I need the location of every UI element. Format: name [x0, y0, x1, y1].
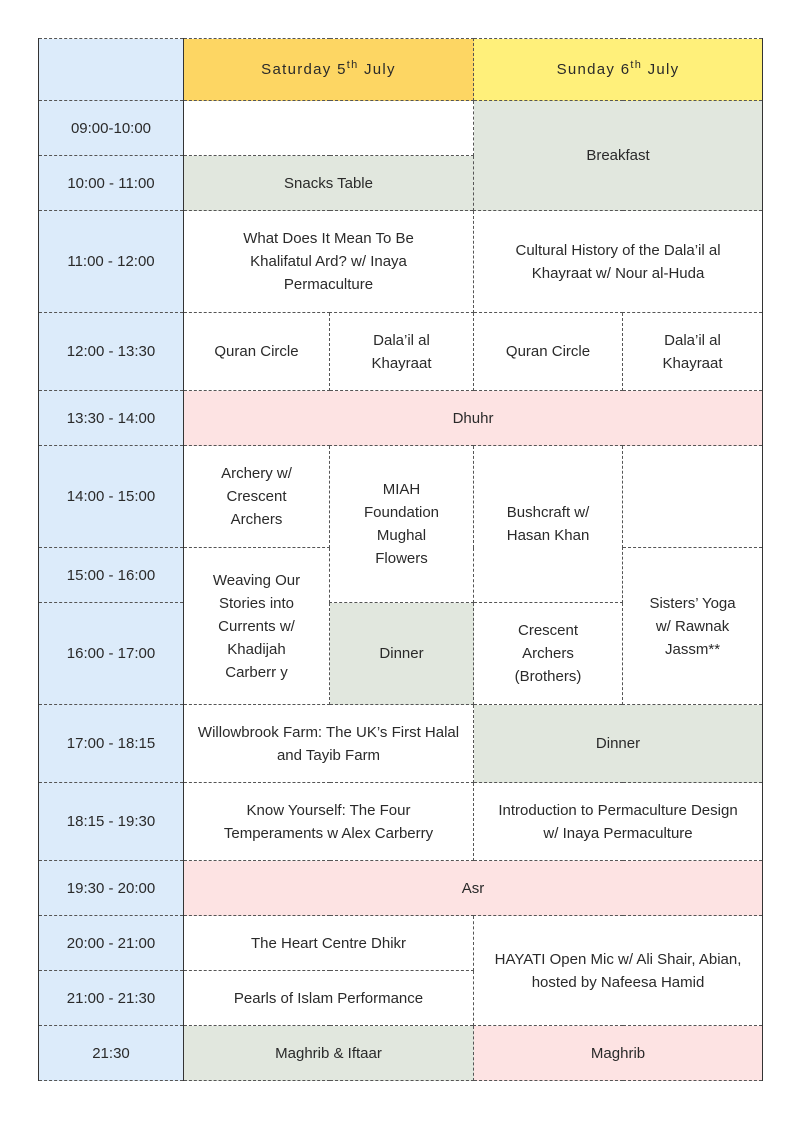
snacks-table-cell: Snacks Table: [184, 156, 474, 211]
weaving-stories-cell: Weaving Our Stories into Currents w/ Khadijah Carberr y: [184, 548, 330, 705]
row-0900: [39, 101, 763, 156]
row-1815: [39, 783, 763, 861]
sisters-yoga-cell: Sisters’ Yoga w/ Rawnak Jassm**: [623, 548, 763, 705]
time-cell: 18:15 - 19:30: [39, 783, 184, 861]
bushcraft-cell: Bushcraft w/ Hasan Khan: [474, 446, 623, 603]
archery-cell: Archery w/ Crescent Archers: [184, 446, 330, 548]
time-cell: 14:00 - 15:00: [39, 446, 184, 548]
dalail-sat-cell: Dala’il al Khayraat: [330, 313, 474, 391]
heart-centre-cell: The Heart Centre Dhikr: [184, 916, 474, 971]
time-cell: 10:00 - 11:00: [39, 156, 184, 211]
dhuhr-cell: Dhuhr: [184, 391, 763, 446]
maghrib-iftaar-cell: Maghrib & Iftaar: [184, 1026, 474, 1081]
dalail-sun-cell: Dala’il al Khayraat: [623, 313, 763, 391]
pearls-of-islam-cell: Pearls of Islam Performance: [184, 971, 474, 1026]
time-cell: 17:00 - 18:15: [39, 705, 184, 783]
cultural-history-cell: Cultural History of the Dala’il al Khayraat w/ Nour al-Huda: [474, 211, 763, 313]
time-cell: 13:30 - 14:00: [39, 391, 184, 446]
sunday-header: Sunday 6th July: [474, 39, 763, 101]
maghrib-cell: Maghrib: [474, 1026, 763, 1081]
quran-circle-sat-cell: Quran Circle: [184, 313, 330, 391]
breakfast-cell: Breakfast: [474, 101, 763, 211]
crescent-archers-brothers-cell: Crescent Archers (Brothers): [474, 603, 623, 705]
quran-circle-sun-cell: Quran Circle: [474, 313, 623, 391]
time-cell: 11:00 - 12:00: [39, 211, 184, 313]
corner-cell: [39, 39, 184, 101]
schedule-table: [38, 38, 763, 1081]
row-1100: [39, 211, 763, 313]
empty-cell: [184, 101, 474, 156]
empty-cell: [623, 446, 763, 548]
time-cell: 12:00 - 13:30: [39, 313, 184, 391]
dinner-sun-cell: Dinner: [474, 705, 763, 783]
row-1330: [39, 391, 763, 446]
time-cell: 09:00-10:00: [39, 101, 184, 156]
miah-flowers-cell: MIAH Foundation Mughal Flowers: [330, 446, 474, 603]
time-cell: 15:00 - 16:00: [39, 548, 184, 603]
row-1200: [39, 313, 763, 391]
khalifatul-ard-cell: What Does It Mean To Be Khalifatul Ard? w/ Inaya Permaculture: [184, 211, 474, 313]
saturday-header: Saturday 5th July: [184, 39, 474, 101]
header-row: [39, 39, 763, 101]
row-2000: [39, 916, 763, 971]
know-yourself-cell: Know Yourself: The Four Temperaments w Alex Carberry: [184, 783, 474, 861]
intro-permaculture-cell: Introduction to Permaculture Design w/ Inaya Permaculture: [474, 783, 763, 861]
row-2130: [39, 1026, 763, 1081]
row-1930: [39, 861, 763, 916]
time-cell: 21:30: [39, 1026, 184, 1081]
row-1400: [39, 446, 763, 548]
willowbrook-cell: Willowbrook Farm: The UK’s First Halal and Tayib Farm: [184, 705, 474, 783]
asr-cell: Asr: [184, 861, 763, 916]
time-cell: 21:00 - 21:30: [39, 971, 184, 1026]
time-cell: 16:00 - 17:00: [39, 603, 184, 705]
time-cell: 19:30 - 20:00: [39, 861, 184, 916]
row-1700: [39, 705, 763, 783]
time-cell: 20:00 - 21:00: [39, 916, 184, 971]
dinner-sat-cell: Dinner: [330, 603, 474, 705]
hayati-open-mic-cell: HAYATI Open Mic w/ Ali Shair, Abian, hosted by Nafeesa Hamid: [474, 916, 763, 1026]
